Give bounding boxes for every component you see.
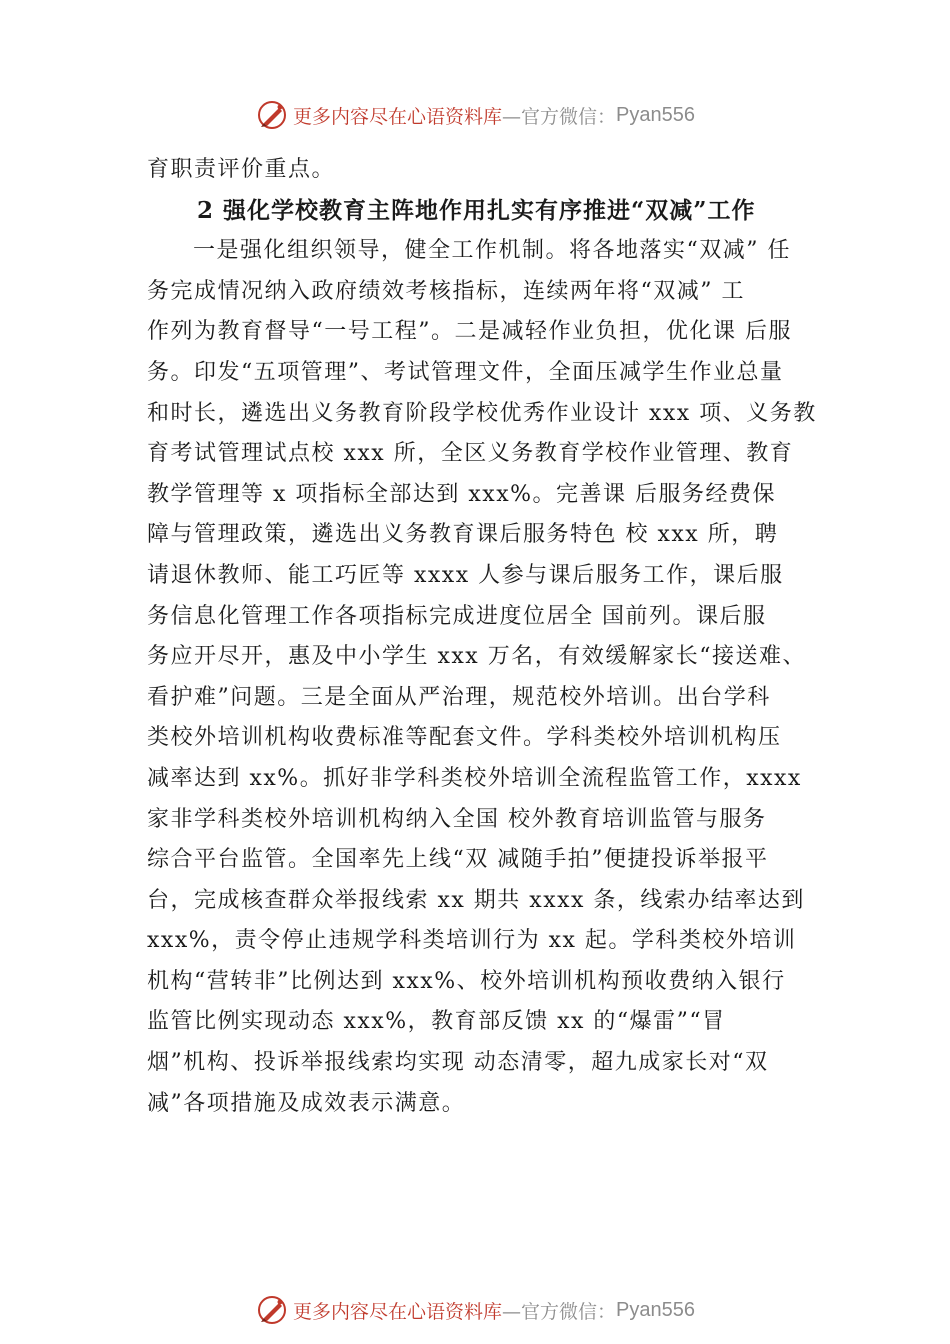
- text-line: 务应开尽开，惠及中小学生 xxx 万名，有效缓解家长“接送难、: [147, 644, 806, 670]
- text-line: 育职责评价重点。: [147, 157, 336, 182]
- text-line: xxx%，责令停止违规学科类培训行为 xx 起。学科类校外培训: [147, 928, 797, 954]
- footer-banner: [0, 1290, 950, 1330]
- text-line: 台，完成核查群众举报线索 xx 期共 xxxx 条，线索办结率达到: [147, 887, 805, 913]
- text-line: 监管比例实现动态 xxx%，教育部反馈 xx 的“爆雷”“冒: [147, 1009, 726, 1035]
- section-heading: 2 强化学校教育主阵地作用扎实有序推进“双减”工作: [197, 196, 756, 224]
- banner-red-text: 更多内容尽在心语资料库: [293, 1300, 503, 1323]
- text-line: 烟”机构、投诉举报线索均实现 动态清零，超九成家长对“双: [147, 1050, 769, 1076]
- banner-gray-text: —官方微信：: [502, 105, 617, 128]
- text-line: 家非学科类校外培训机构纳入全国 校外教育培训监管与服务: [147, 806, 767, 832]
- text-line: 教学管理等 x 项指标全部达到 xxx%。完善课 后服务经费保: [147, 481, 777, 507]
- text-line: 减”各项措施及成效表示满意。: [147, 1090, 466, 1116]
- text-line: 育考试管理试点校 xxx 所，全区义务教育学校作业管理、教育: [147, 441, 794, 467]
- text-line: 一是强化组织领导，健全工作机制。将各地落实“双减” 任: [193, 238, 791, 264]
- text-line: 减率达到 xx%。抓好非学科类校外培训全流程监管工作，xxxx: [147, 765, 802, 791]
- document-body: [147, 150, 837, 1124]
- banner-gray-text: —官方微信：: [502, 1300, 617, 1323]
- text-line: 作列为教育督导“一号工程”。二是减轻作业负担，优化课 后服: [147, 319, 792, 345]
- header-banner: [0, 95, 950, 135]
- text-line: 请退休教师、能工巧匠等 xxxx 人参与课后服务工作，课后服: [147, 562, 784, 588]
- text-line: 障与管理政策，遴选出义务教育课后服务特色 校 xxx 所，聘: [147, 522, 779, 548]
- text-line: 和时长，遴选出义务教育阶段学校优秀作业设计 xxx 项、义务教: [147, 400, 817, 426]
- banner-wechat-id: Pyan556: [616, 103, 695, 126]
- banner-wechat-id: Pyan556: [616, 1298, 695, 1321]
- text-line: 综合平台监管。全国率先上线“双 减随手拍”便捷投诉举报平: [147, 847, 769, 873]
- text-line: 务信息化管理工作各项指标完成进度位居全 国前列。课后服: [147, 603, 767, 629]
- pen-logo-icon: [255, 98, 289, 132]
- text-line: 看护难”问题。三是全面从严治理，规范校外培训。出台学科: [147, 684, 771, 710]
- text-line: 机构“营转非”比例达到 xxx%、校外培训机构预收费纳入银行: [147, 968, 786, 994]
- banner-red-text: 更多内容尽在心语资料库: [293, 105, 503, 128]
- text-line: 务完成情况纳入政府绩效考核指标，连续两年将“双减” 工: [147, 278, 745, 304]
- pen-logo-icon: [255, 1293, 289, 1327]
- text-line: 类校外培训机构收费标准等配套文件。学科类校外培训机构压: [147, 725, 782, 751]
- text-line: 务。印发“五项管理”、考试管理文件，全面压减学生作业总量: [147, 359, 784, 385]
